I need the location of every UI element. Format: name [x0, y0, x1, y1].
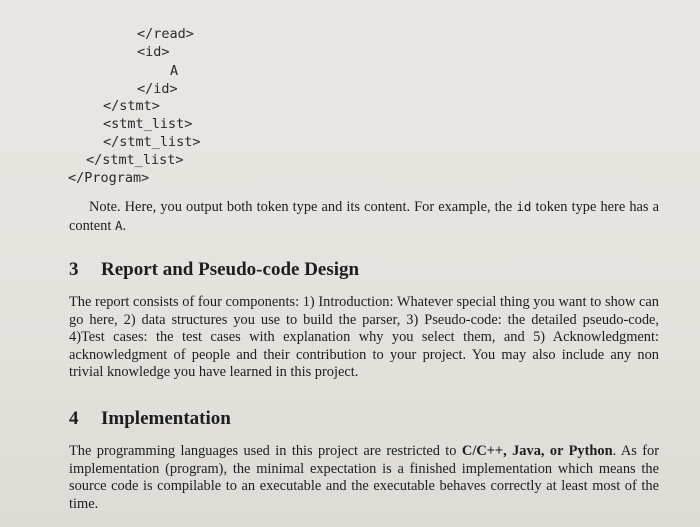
section-body: The report consists of four components: 1) Introduction: Whatever special thing you want to show can go here, 2) data structures you use to build the parser, 3) Pseudo-code: the detailed pseudo-code, 4)Test cases: the test cases with explanation why you select them, and 5) Acknowledgment: acknowledgment of people and their contribution to your project. You may also include any non trivial knowledge you have learned in this project.	[69, 294, 659, 381]
inline-code: id	[516, 199, 532, 214]
code-line: </stmt_list>	[86, 152, 184, 168]
code-line: A	[170, 63, 179, 79]
note-paragraph	[69, 198, 659, 235]
section-heading	[69, 408, 231, 430]
emphasis-text: C/C++, Java, or Python	[461, 443, 613, 459]
code-line: </Program>	[68, 170, 150, 186]
section-body	[69, 443, 659, 513]
code-line: </read>	[137, 26, 194, 42]
body-text: . As for implementation (program), the minimal expectation is a finished implementation which means the source code is compilable to an executable and the executable behaves correctly at least most of the time.	[69, 443, 659, 512]
note-text: Note. Here, you output both token type and its content. For example, the	[89, 199, 517, 215]
section-heading	[69, 259, 359, 281]
code-line: </id>	[137, 81, 178, 97]
section-title: Implementation	[101, 408, 231, 429]
note-text: token type here has a content	[69, 199, 659, 234]
code-line: <stmt_list>	[103, 116, 193, 132]
section-title: Report and Pseudo-code Design	[101, 259, 360, 280]
section-number: 4	[69, 408, 79, 429]
code-line: </stmt>	[103, 98, 160, 114]
note-text: .	[122, 217, 127, 234]
section-number: 3	[69, 259, 79, 280]
body-text: The programming languages used in this project are restricted to	[69, 443, 462, 459]
code-line: <id>	[137, 44, 170, 60]
inline-code: A	[114, 217, 123, 233]
code-line: </stmt_list>	[103, 134, 201, 150]
